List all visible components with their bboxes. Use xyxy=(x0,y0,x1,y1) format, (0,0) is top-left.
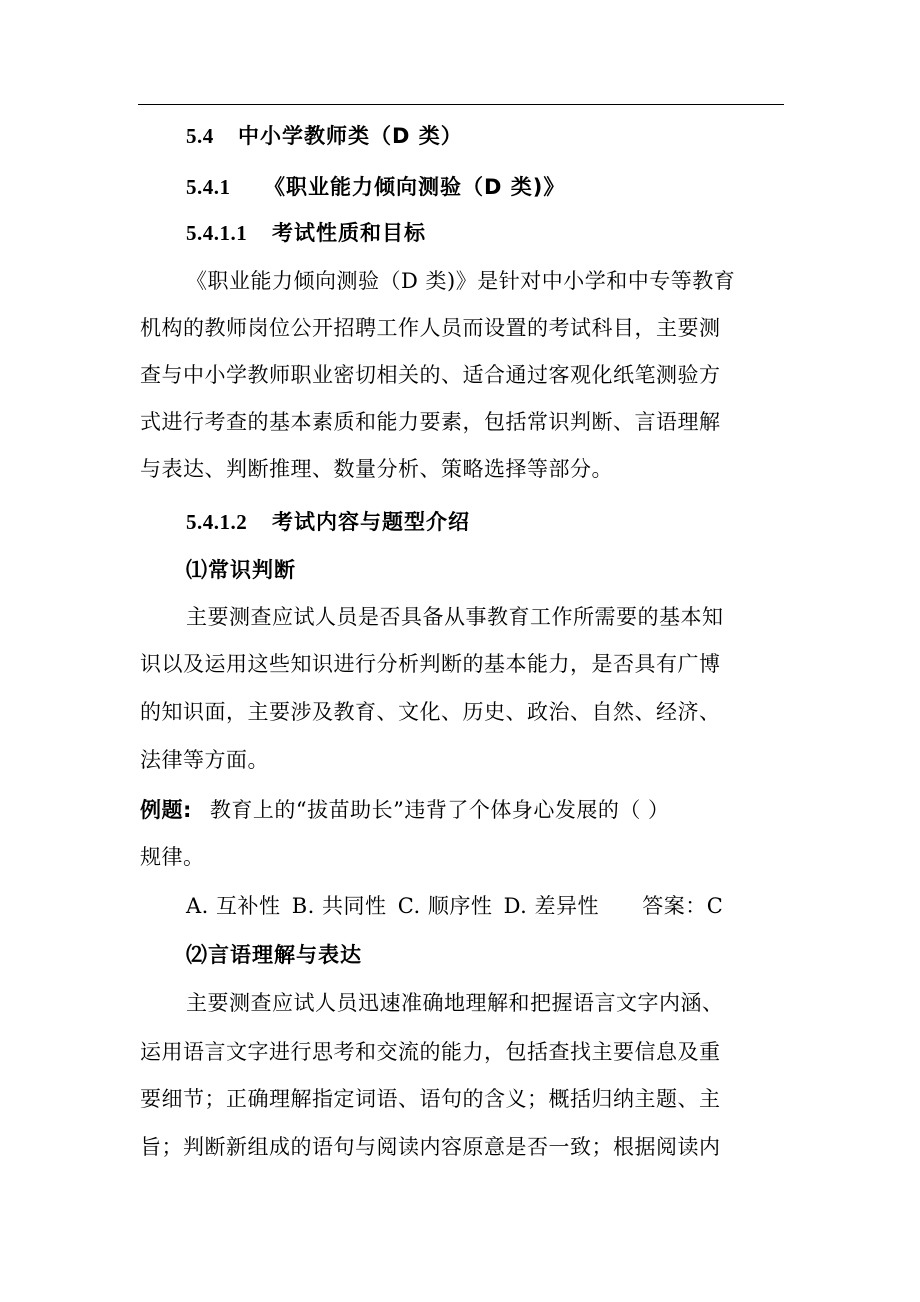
section-number: 5.4 xyxy=(186,124,214,148)
header-rule xyxy=(138,104,784,105)
part2-title: ⑵言语理解与表达 xyxy=(186,943,362,967)
example-options xyxy=(186,886,826,926)
part2-line: 主要测查应试人员迅速准确地理解和把握语言文字内涵、 xyxy=(186,991,724,1015)
part2-line: 旨；判断新组成的语句与阅读内容原意是否一致；根据阅读内 xyxy=(140,1135,721,1159)
example-answer: 答案：C xyxy=(642,894,724,918)
example-label: 例题: xyxy=(140,798,192,822)
intro-line: 查与中小学教师职业密切相关的、适合通过客观化纸笔测验方 xyxy=(140,363,721,387)
option-d: D. 差异性 xyxy=(503,894,600,918)
intro-line: 式进行考查的基本素质和能力要素，包括常识判断、言语理解 xyxy=(140,410,721,434)
section-title: 考试内容与题型介绍 xyxy=(272,510,470,534)
option-c: C. 顺序性 xyxy=(397,894,493,918)
part1-line: 识以及运用这些知识进行分析判断的基本能力，是否具有广博 xyxy=(140,652,721,676)
section-title: 考试性质和目标 xyxy=(272,221,426,245)
section-number: 5.4.1.1 xyxy=(186,221,248,245)
section-number: 5.4.1 xyxy=(186,175,231,199)
section-heading-5-4 xyxy=(186,116,826,156)
part1-line: 主要测查应试人员是否具备从事教育工作所需要的基本知 xyxy=(186,605,724,629)
part2-line: 要细节；正确理解指定词语、语句的含义；概括归纳主题、主 xyxy=(140,1087,721,1111)
section-heading-5-4-1-2 xyxy=(186,502,826,542)
part1-line: 法律等方面。 xyxy=(140,748,269,772)
part1-line: 的知识面，主要涉及教育、文化、历史、政治、自然、经济、 xyxy=(140,700,721,724)
example-question-text: 教育上的“拔苗助长”违背了个体身心发展的（ ） xyxy=(209,798,670,822)
section-number: 5.4.1.2 xyxy=(186,510,248,534)
option-a: A. 互补性 xyxy=(186,894,281,918)
part2-line: 运用语言文字进行思考和交流的能力，包括查找主要信息及重 xyxy=(140,1040,721,1064)
section-heading-5-4-1 xyxy=(186,167,826,207)
section-title: 中小学教师类（D 类） xyxy=(238,124,463,148)
section-title: 《职业能力倾向测验（D 类)》 xyxy=(264,175,566,199)
intro-line: 《职业能力倾向测验（D 类)》是针对中小学和中专等教育 xyxy=(186,269,736,293)
option-b: B. 共同性 xyxy=(291,894,387,918)
example-question xyxy=(140,790,780,830)
part1-title: ⑴常识判断 xyxy=(186,558,296,582)
example-question-cont: 规律。 xyxy=(140,845,205,869)
intro-line: 机构的教师岗位公开招聘工作人员而设置的考试科目，主要测 xyxy=(140,316,721,340)
section-heading-5-4-1-1 xyxy=(186,213,826,253)
intro-line: 与表达、判断推理、数量分析、策略选择等部分。 xyxy=(140,457,613,481)
